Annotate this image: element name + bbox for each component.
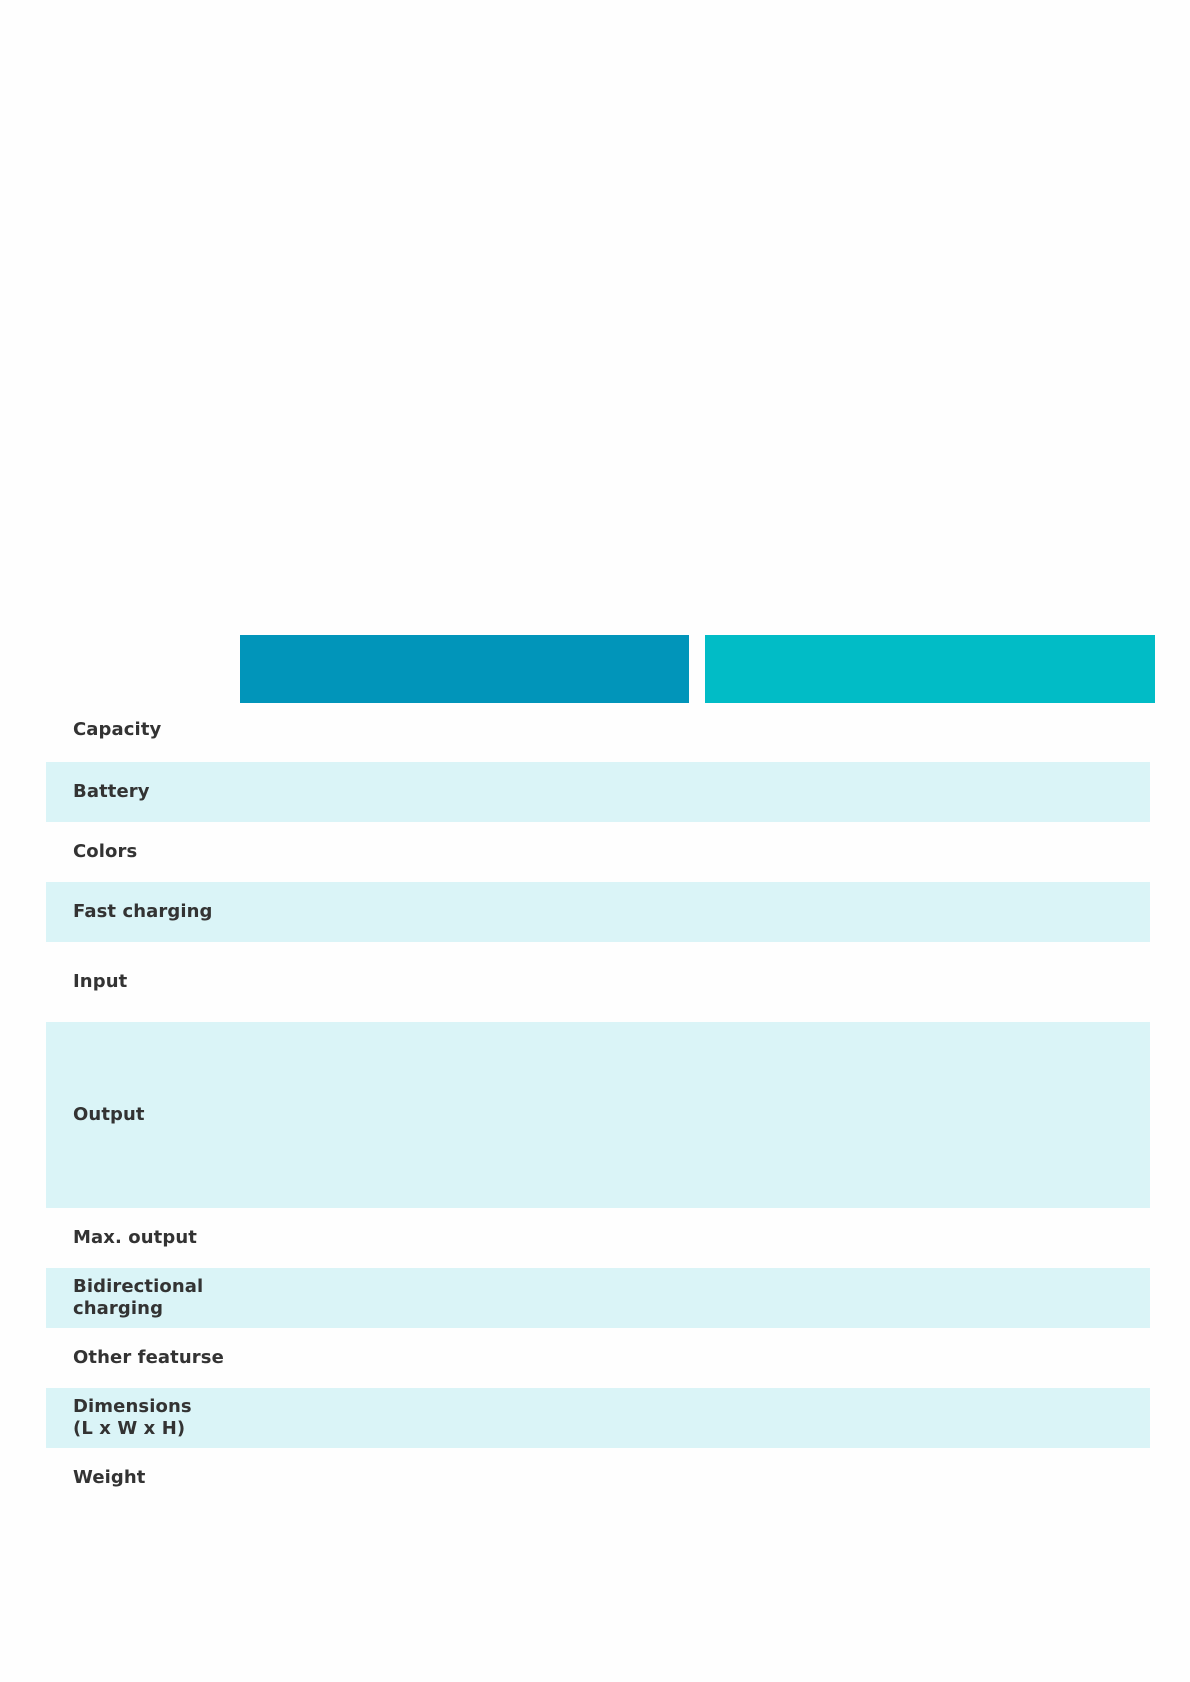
model-1-header-bar	[240, 635, 689, 703]
spec-row-max-output	[46, 1208, 1150, 1268]
spec-label: Capacity	[73, 719, 162, 740]
spec-row-battery	[46, 762, 1150, 822]
spec-row-fast-charging	[46, 882, 1150, 942]
spec-row-colors	[46, 822, 1150, 882]
spec-label: Battery	[73, 781, 150, 802]
spec-label: Dimensions (L x W x H)	[73, 1396, 192, 1439]
spec-row-input	[46, 942, 1150, 1022]
spec-label: Bidirectional charging	[73, 1276, 204, 1319]
spec-label: Colors	[73, 841, 138, 862]
spec-row-capacity	[46, 703, 1150, 757]
model-2-header-bar	[705, 635, 1155, 703]
spec-label: Output	[73, 1104, 145, 1125]
spec-label: Fast charging	[73, 901, 213, 922]
spec-label: Weight	[73, 1467, 146, 1488]
spec-row-dimensions	[46, 1388, 1150, 1448]
spec-row-output	[46, 1022, 1150, 1208]
spec-row-bidirectional-charging	[46, 1268, 1150, 1328]
spec-row-weight	[46, 1448, 1150, 1508]
spec-row-other-features	[46, 1328, 1150, 1388]
spec-label: Other featurse	[73, 1347, 224, 1368]
spec-label: Input	[73, 971, 128, 992]
spec-label: Max. output	[73, 1227, 197, 1248]
